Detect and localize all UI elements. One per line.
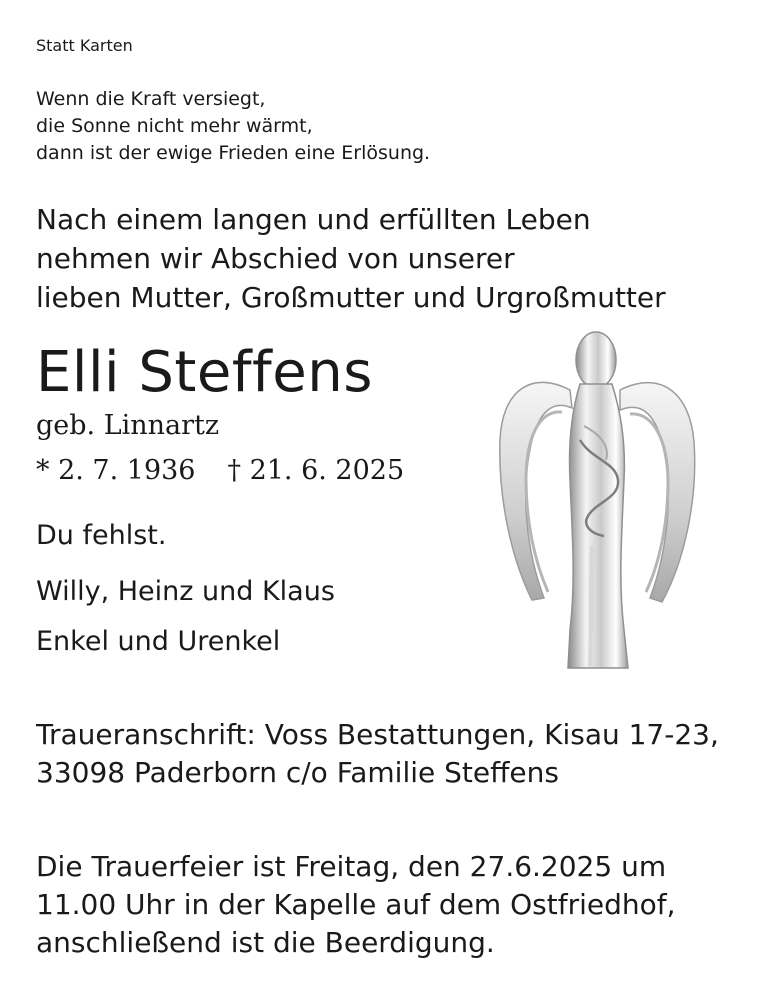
funeral-line: 11.00 Uhr in der Kapelle auf dem Ostfriedhof, (36, 888, 676, 921)
intro-line: Nach einem langen und erfüllten Leben (36, 203, 591, 236)
life-dates (36, 453, 404, 489)
intro-line: nehmen wir Abschied von unserer (36, 242, 515, 275)
intro-text (36, 200, 666, 317)
funeral-info (36, 848, 676, 962)
address-line: Traueranschrift: Voss Bestattungen, Kisau 17-23, (36, 718, 719, 751)
funeral-line: Die Trauerfeier ist Freitag, den 27.6.2025 um (36, 850, 667, 883)
address-line: 33098 Paderborn c/o Familie Steffens (36, 756, 559, 789)
poem-line: Wenn die Kraft versiegt, (36, 88, 266, 110)
deceased-name: Elli Steffens (36, 340, 373, 405)
poem-line: dann ist der ewige Frieden eine Erlösung. (36, 142, 431, 164)
angel-figure-icon (492, 330, 702, 672)
birth-date: * 2. 7. 1936 (36, 455, 196, 486)
mourners-line: Enkel und Urenkel (36, 626, 281, 657)
poem-line: die Sonne nicht mehr wärmt, (36, 115, 313, 137)
mourners-line: Willy, Heinz und Klaus (36, 576, 335, 607)
birth-name: geb. Linnartz (36, 410, 220, 441)
death-date: † 21. 6. 2025 (227, 455, 405, 486)
header-note: Statt Karten (36, 36, 133, 55)
mourning-address (36, 716, 719, 792)
farewell-text: Du fehlst. (36, 520, 167, 551)
intro-line: lieben Mutter, Großmutter und Urgroßmutter (36, 281, 666, 314)
funeral-line: anschließend ist die Beerdigung. (36, 926, 495, 959)
poem (36, 86, 430, 167)
